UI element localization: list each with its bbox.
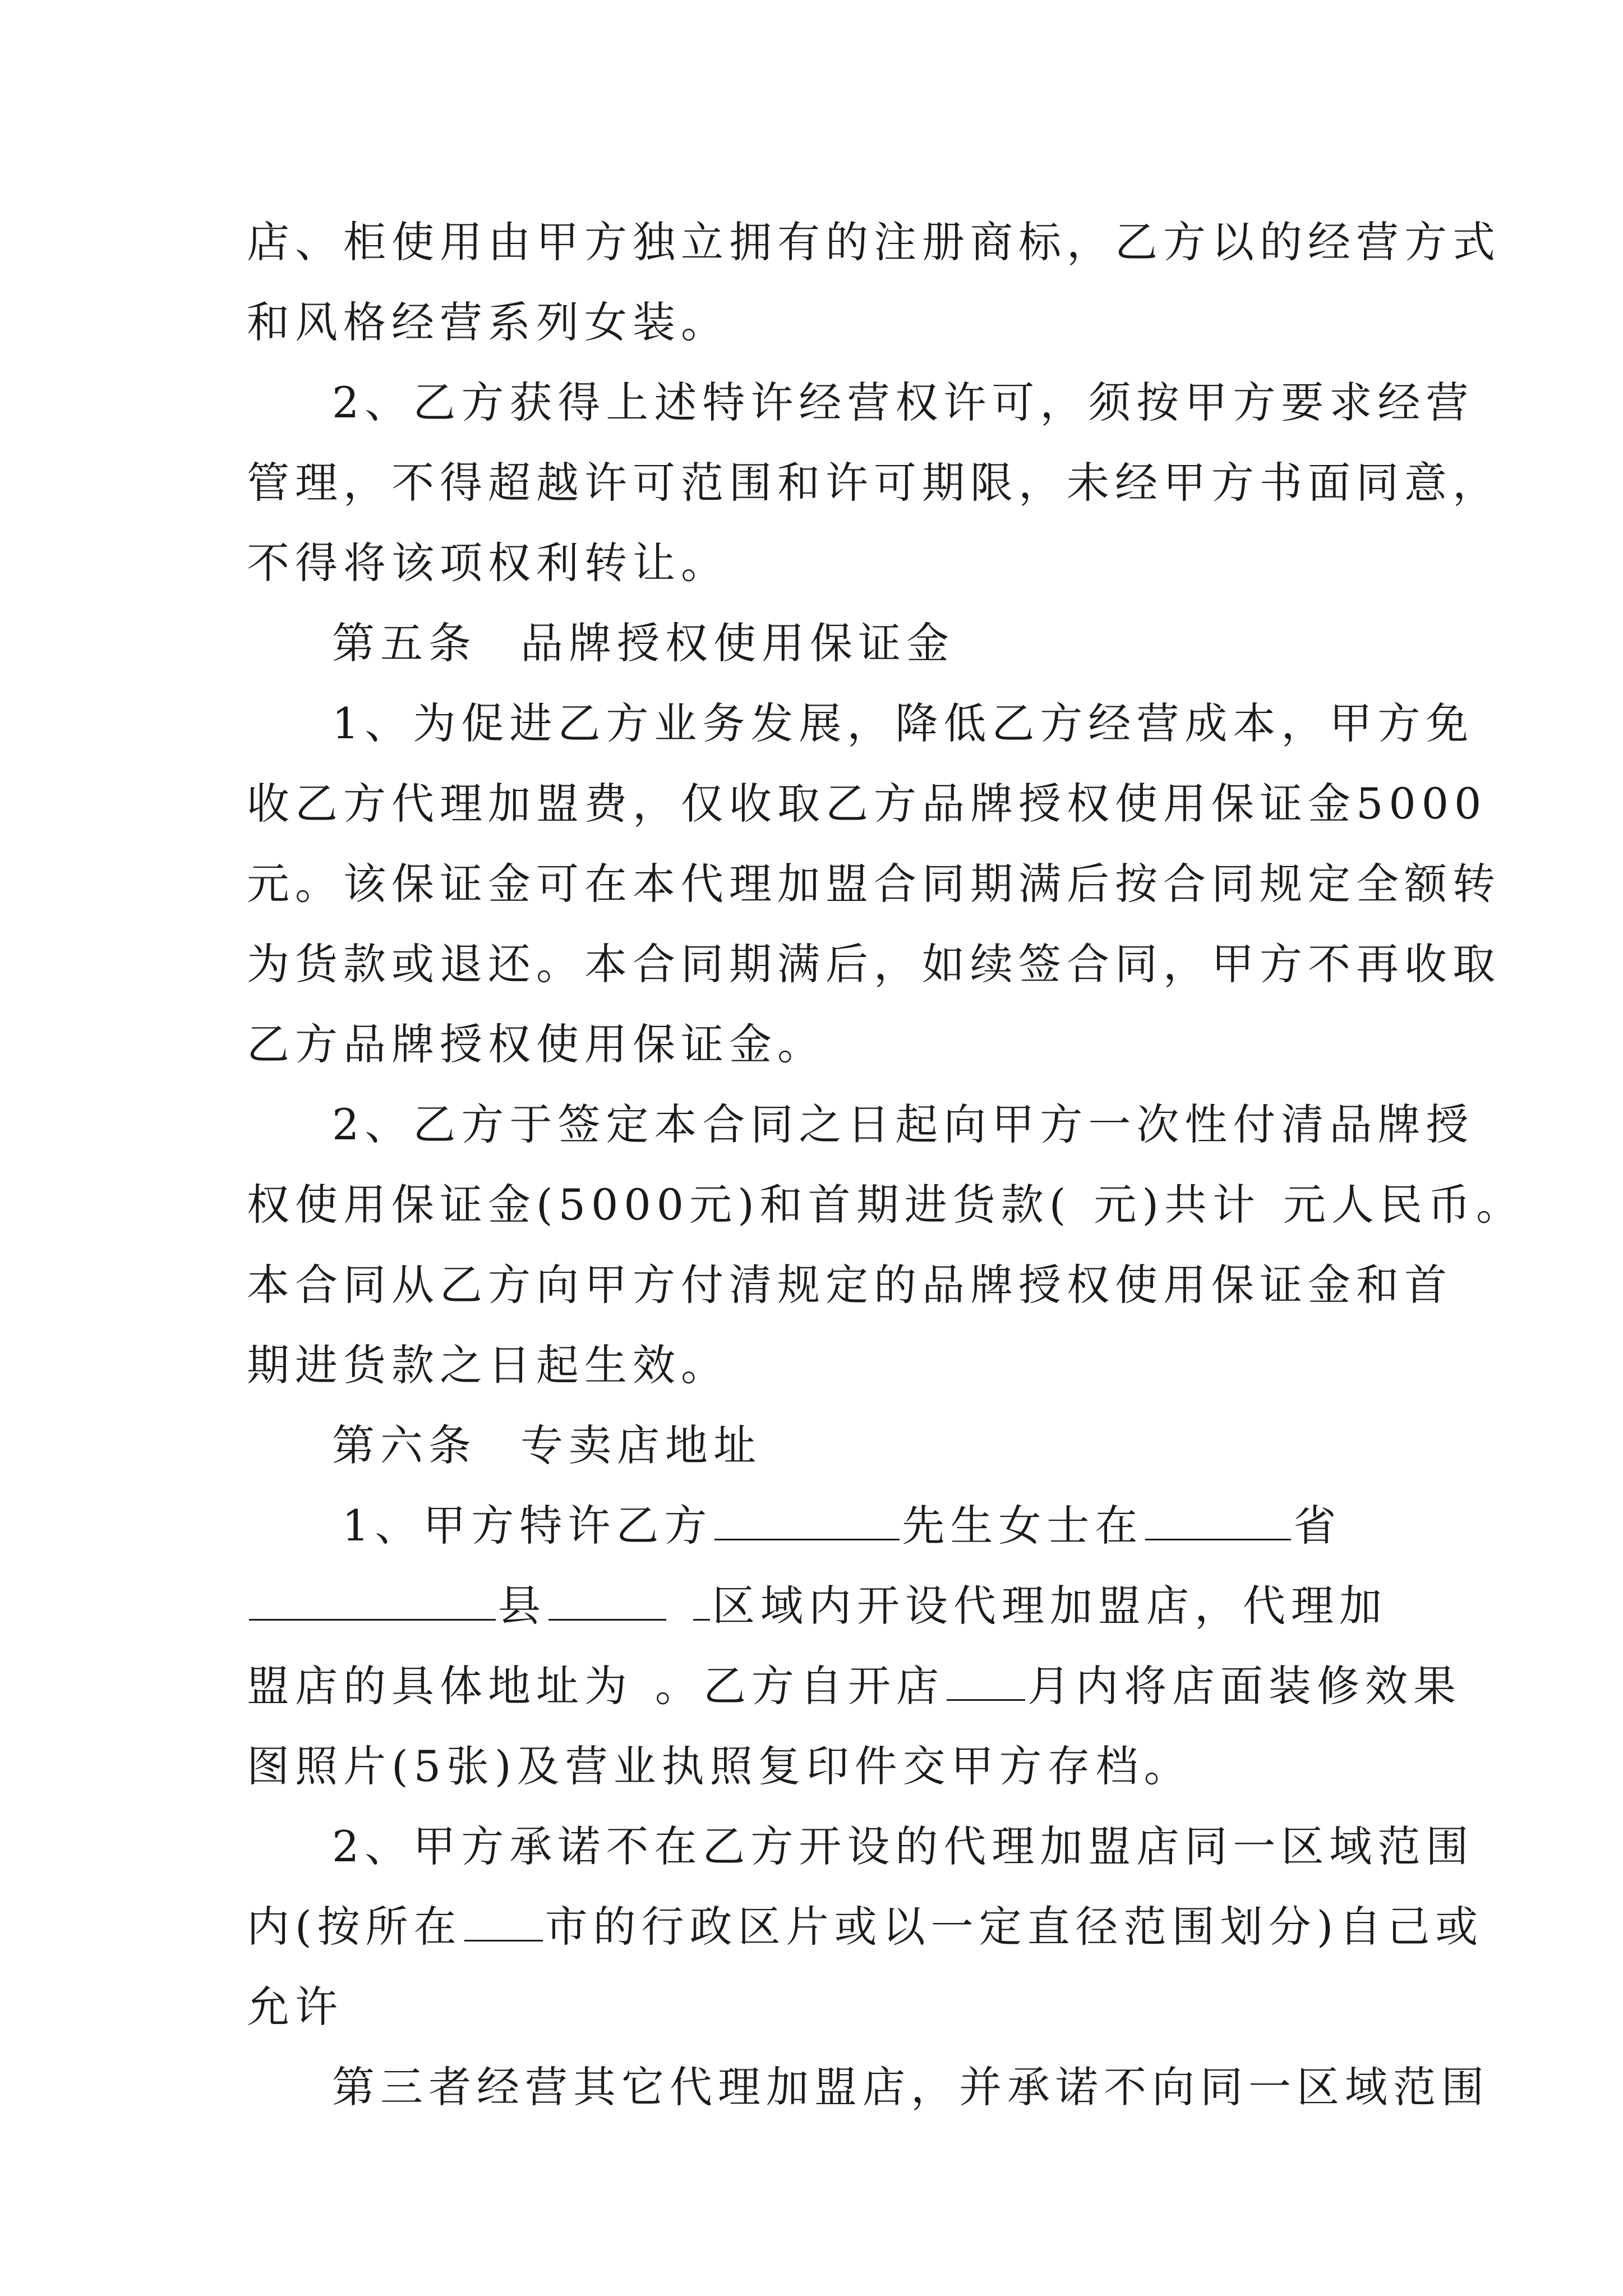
fill-blank[interactable] — [947, 1664, 1025, 1701]
text-line — [247, 763, 1487, 844]
text-line — [247, 202, 1501, 282]
text-run: 权使用保证金(5000元)和首期进货款( — [247, 1180, 1072, 1230]
text-run: 2、乙方于签定本合同之日起向甲方一次性付清品牌授 — [332, 1099, 1474, 1149]
section-heading-5 — [247, 603, 1391, 683]
paragraph-start — [247, 1485, 1391, 1566]
text-run: 省 — [1293, 1501, 1342, 1550]
text-run: 2、乙方获得上述特许经营权许可，须按甲方要求经营 — [332, 378, 1474, 427]
text-line — [247, 523, 1391, 603]
text-run: 区域内开设代理加盟店，代理加 — [712, 1581, 1387, 1631]
text-line — [247, 1566, 1391, 1646]
text-run: 。乙方自开店 — [655, 1661, 944, 1711]
text-run: 为货款或退还。本合同期满后，如续签合同，甲方不再收取 — [247, 939, 1501, 989]
text-line — [247, 1726, 1391, 1806]
fill-blank[interactable] — [714, 1504, 900, 1540]
text-run: 乙方品牌授权使用保证金。 — [247, 1019, 826, 1069]
text-line — [247, 1967, 1391, 2047]
paragraph-start — [247, 2047, 1490, 2127]
text-line — [247, 282, 1391, 362]
text-line — [247, 1887, 1484, 1967]
text-line — [247, 924, 1501, 1004]
text-run: 内(按所在 — [247, 1902, 462, 1952]
article-number: 第六条 — [332, 1420, 477, 1470]
text-line — [247, 844, 1501, 924]
fill-blank[interactable] — [464, 1905, 543, 1941]
text-run: 1、甲方特许乙方 — [342, 1501, 713, 1550]
fill-blank[interactable] — [693, 1584, 710, 1621]
text-run: 县 — [498, 1581, 546, 1631]
text-run: 2、甲方承诺不在乙方开设的代理加盟店同一区域范围 — [332, 1821, 1474, 1871]
article-title: 专卖店地址 — [520, 1420, 762, 1470]
text-run: 图照片(5张)及营业执照复印件交甲方存档。 — [247, 1741, 1192, 1791]
text-run: 收乙方代理加盟费，仅收取乙方品牌授权使用保证金5000 — [247, 779, 1487, 829]
text-line — [247, 443, 1501, 523]
text-run: 元。该保证金可在本代理加盟合同期满后按合同规定全额转 — [247, 859, 1501, 909]
text-run: 店、柜使用由甲方独立拥有的注册商标，乙方以的经营方式 — [247, 217, 1501, 267]
text-line — [247, 1165, 1525, 1245]
paragraph-start — [247, 1084, 1474, 1165]
text-run: 1、为促进乙方业务发展，降低乙方经营成本，甲方免 — [332, 698, 1474, 748]
text-run: 期进货款之日起生效。 — [247, 1340, 729, 1390]
paragraph-start — [247, 362, 1474, 443]
fill-blank[interactable] — [249, 1584, 496, 1621]
text-run: 管理，不得超越许可范围和许可期限，未经甲方书面同意， — [247, 458, 1501, 508]
text-run: 市的行政区片或以一定直径范围划分)自己或 — [545, 1902, 1484, 1952]
text-run: 月内将店面装修效果 — [1027, 1661, 1461, 1711]
text-line — [247, 1004, 1391, 1084]
text-run: 第三者经营其它代理加盟店，并承诺不向同一区域范围 — [332, 2062, 1490, 2112]
article-number: 第五条 — [332, 618, 477, 668]
fill-blank[interactable] — [548, 1584, 666, 1621]
section-heading-6 — [247, 1405, 1391, 1485]
text-run: 元)共计 — [1094, 1180, 1261, 1230]
paragraph-start — [247, 1806, 1474, 1887]
paragraph-start — [247, 683, 1474, 763]
text-line — [247, 1646, 1461, 1726]
text-run: 先生女士在 — [902, 1501, 1144, 1550]
text-run: 允许 — [247, 1982, 343, 2032]
fill-blank[interactable] — [1145, 1504, 1291, 1540]
text-run: 和风格经营系列女装。 — [247, 297, 729, 347]
text-line — [247, 1325, 1391, 1405]
text-run: 本合同从乙方向甲方付清规定的品牌授权使用保证金和首 — [247, 1260, 1453, 1310]
text-run: 盟店的具体地址为 — [247, 1661, 633, 1711]
text-run: 不得将该项权利转让。 — [247, 538, 729, 588]
text-run: 元人民币。 — [1283, 1180, 1525, 1230]
document-page — [247, 202, 1525, 2127]
text-line — [247, 1245, 1453, 1325]
article-title: 品牌授权使用保证金 — [520, 618, 955, 668]
